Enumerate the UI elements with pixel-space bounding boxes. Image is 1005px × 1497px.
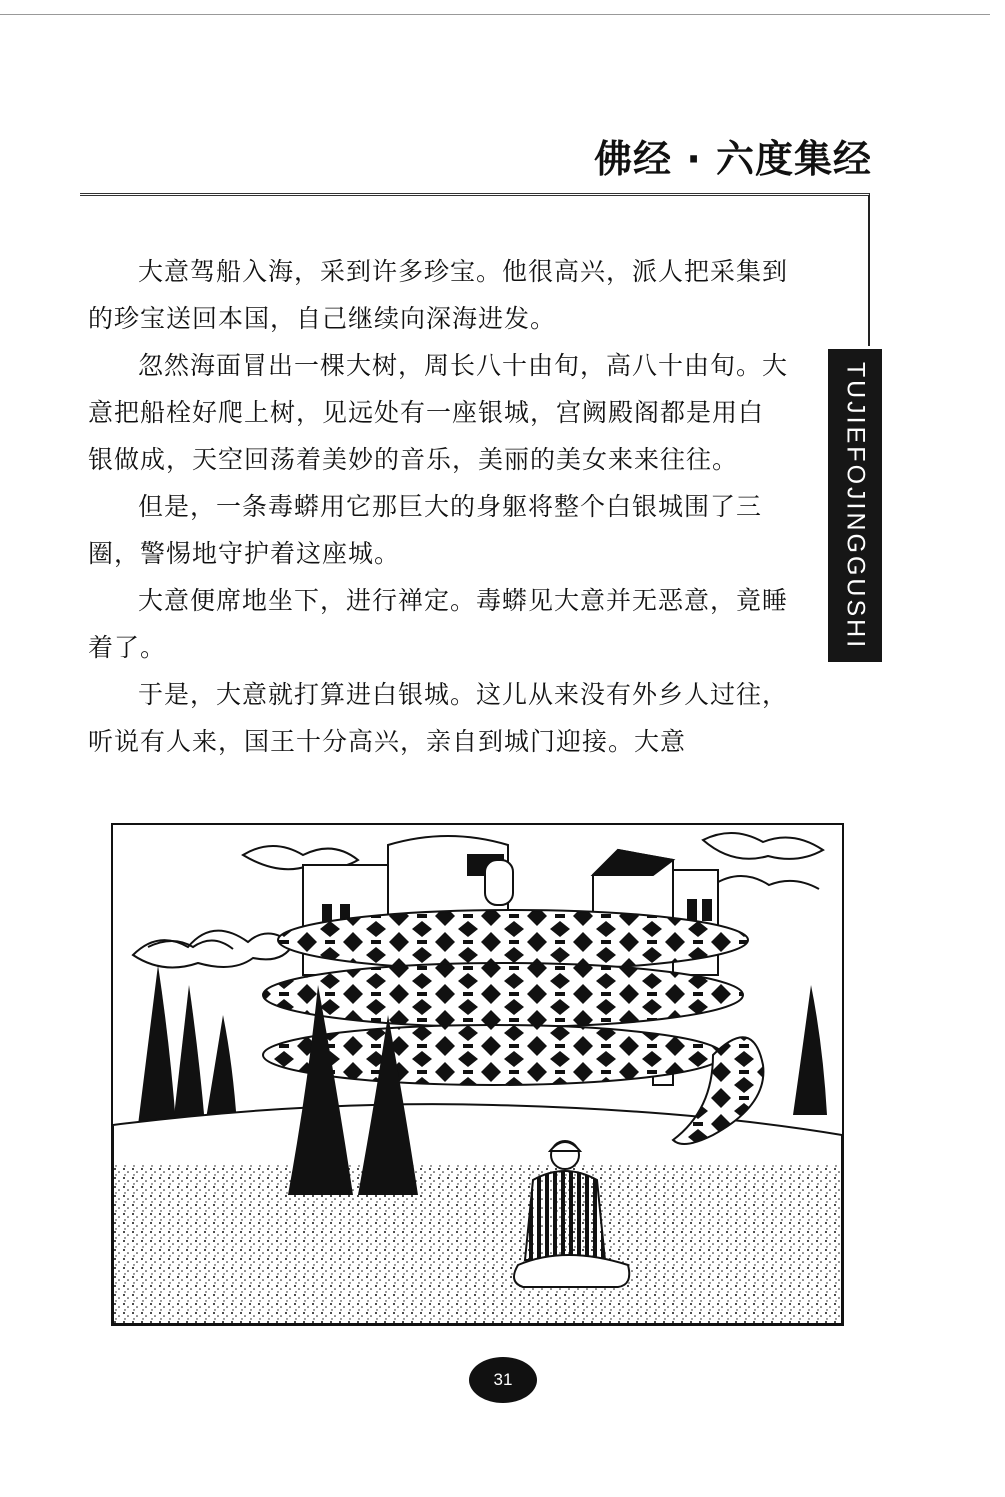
speckled-ground — [113, 1165, 842, 1324]
body-text — [88, 248, 788, 765]
cypress-tree-right — [793, 985, 827, 1115]
paragraph: 但是，一条毒蟒用它那巨大的身躯将整个白银城围了三圈，警惕地守护着这座城。 — [88, 492, 763, 568]
illustration-drawing — [113, 825, 842, 1324]
side-tab — [828, 349, 882, 662]
cypress-trees-left — [138, 965, 237, 1125]
paragraph: 于是，大意就打算进白银城。这儿从来没有外乡人过往，听说有人来，国王十分高兴，亲自到城门迎接。大意 — [88, 680, 789, 756]
top-rule — [0, 14, 990, 15]
paragraph: 忽然海面冒出一棵大树，周长八十由旬，高八十由旬。大意把船栓好爬上树，见远处有一座银城，宫阙殿阁都是用白银做成，天空回荡着美妙的音乐，美丽的美女来来往往。 — [88, 351, 789, 474]
paragraph: 大意驾船入海，采到许多珍宝。他很高兴，派人把采集到的珍宝送回本国，自己继续向深海进发。 — [88, 257, 789, 333]
book-title: 佛经 · 六度集经 — [594, 137, 872, 181]
side-tab-label: TUJIEFOJINGGUSHI — [841, 361, 870, 650]
illustration — [111, 823, 844, 1326]
paragraph: 大意便席地坐下，进行禅定。毒蟒见大意并无恶意，竟睡着了。 — [88, 586, 789, 662]
page-number: 31 — [469, 1357, 537, 1403]
